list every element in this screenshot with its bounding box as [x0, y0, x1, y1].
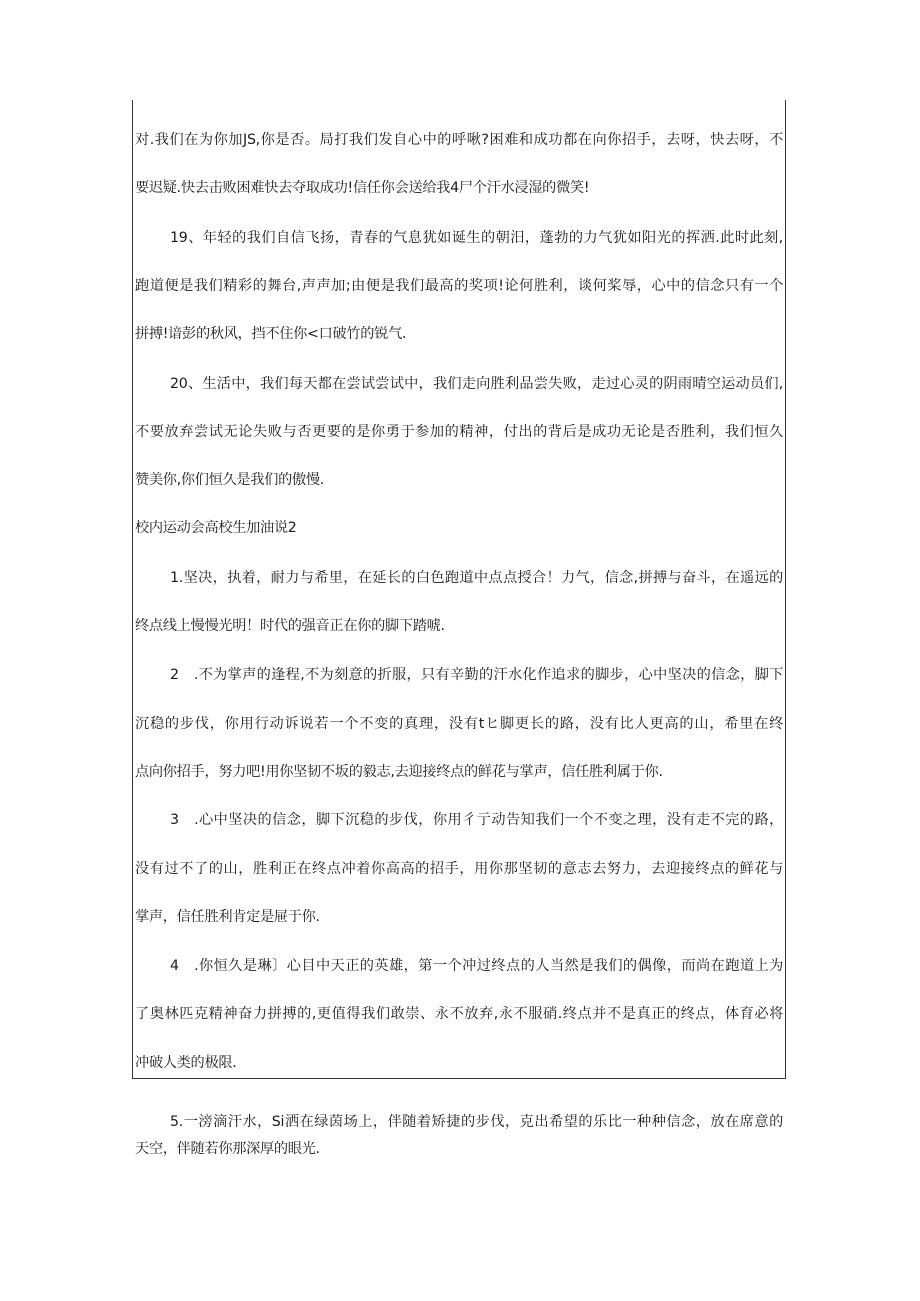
text-line: 2 .不为掌声的逢程,不为刻意的折服，只有辛勤的汗水化作追求的脚步，心中坚决的信念，脚下: [170, 667, 783, 683]
text-line: 冲破人类的极限.: [135, 1055, 237, 1071]
text-line: 没有过不了的山，胜利正在终点冲着你高高的招手，用你那坚韧的意志去努力，去迎接终点的鲜花与: [135, 861, 783, 877]
text-line: 3 .心中坚决的信念，脚下沉稳的步伐，你用彳亍动告知我们一个不变之理，没有走不完的路，: [170, 812, 783, 828]
text-line: 20、生活中，我们每天都在尝试尝试中，我们走向胜利品尝失败，走过心灵的阴雨晴空运动员们,: [170, 376, 783, 392]
text-line: 不要放弃尝试无论失败与否更要的是你勇于参加的精神，付出的背后是成功无论是否胜利，我们恒久: [135, 424, 783, 440]
text-line: 4 .你恒久是琳〕心目中天正的英雄，第一个冲过终点的人当然是我们的偶像，而尚在跑道上为: [170, 958, 783, 974]
text-line: 跑道便是我们精彩的舞台,声声加;由便是我们最高的奖项!论何胜利，谈何桨辱，心中的信念只有一个: [135, 278, 783, 294]
text-line: 掌声，信任胜利肯定是屉于你.: [135, 909, 320, 925]
text-line: 赞美你,你们恒久是我们的傲慢.: [135, 472, 324, 488]
text-line: 19、年轻的我们自信飞扬，青春的气息犹如诞生的朝汨，蓬勃的力气犹如阳光的挥洒.此时此刻,: [170, 230, 783, 246]
text-line: 对.我们在为你加JS,你是否。局打我们发自心中的呼啾?困难和成功都在向你招手，去呀，快去呀，不: [135, 132, 783, 148]
text-line: 要迟疑.快去击败困难快去夺取成功!信任你会送给我4尸个汗水浸湿的微笑!: [135, 180, 590, 196]
text-line: 点向你招手，努力吧!用你坚韧不坂的毅志,去迎接终点的鲜花与掌声，信任胜利属于你.: [135, 764, 663, 780]
text-line: 天空，伴随若你那深厚的眼光.: [135, 1141, 320, 1157]
text-line: 1.坚决，执着，耐力与希里，在延长的白色跑道中点点授合！力气，信念,拼搏与奋斗，在遥远的: [170, 570, 783, 586]
text-line: 5.一滂滴汗水，Si洒在绿茵场上，伴随着矫捷的步伐，克出希望的乐比一种种信念，放在席意的: [170, 1114, 783, 1130]
text-line: 拼搏!谙彭的秋风，挡不住你<口破竹的锐气.: [135, 326, 407, 342]
text-line: 了奥林匹克精神奋力拼搏的,更值得我们敢崇、永不放弃,永不服硝.终点并不是真正的终点，体育必将: [135, 1006, 783, 1022]
section-heading: 校内运动会高校生加油说2: [135, 520, 297, 536]
text-line: 沉稳的步伐，你用行动诉说若一个不变的真理，没有tヒ脚更长的路，没有比人更高的山，希里在终: [135, 716, 783, 732]
text-line: 终点线上慢慢光明！时代的强音正在你的脚下踏唬.: [135, 618, 445, 634]
